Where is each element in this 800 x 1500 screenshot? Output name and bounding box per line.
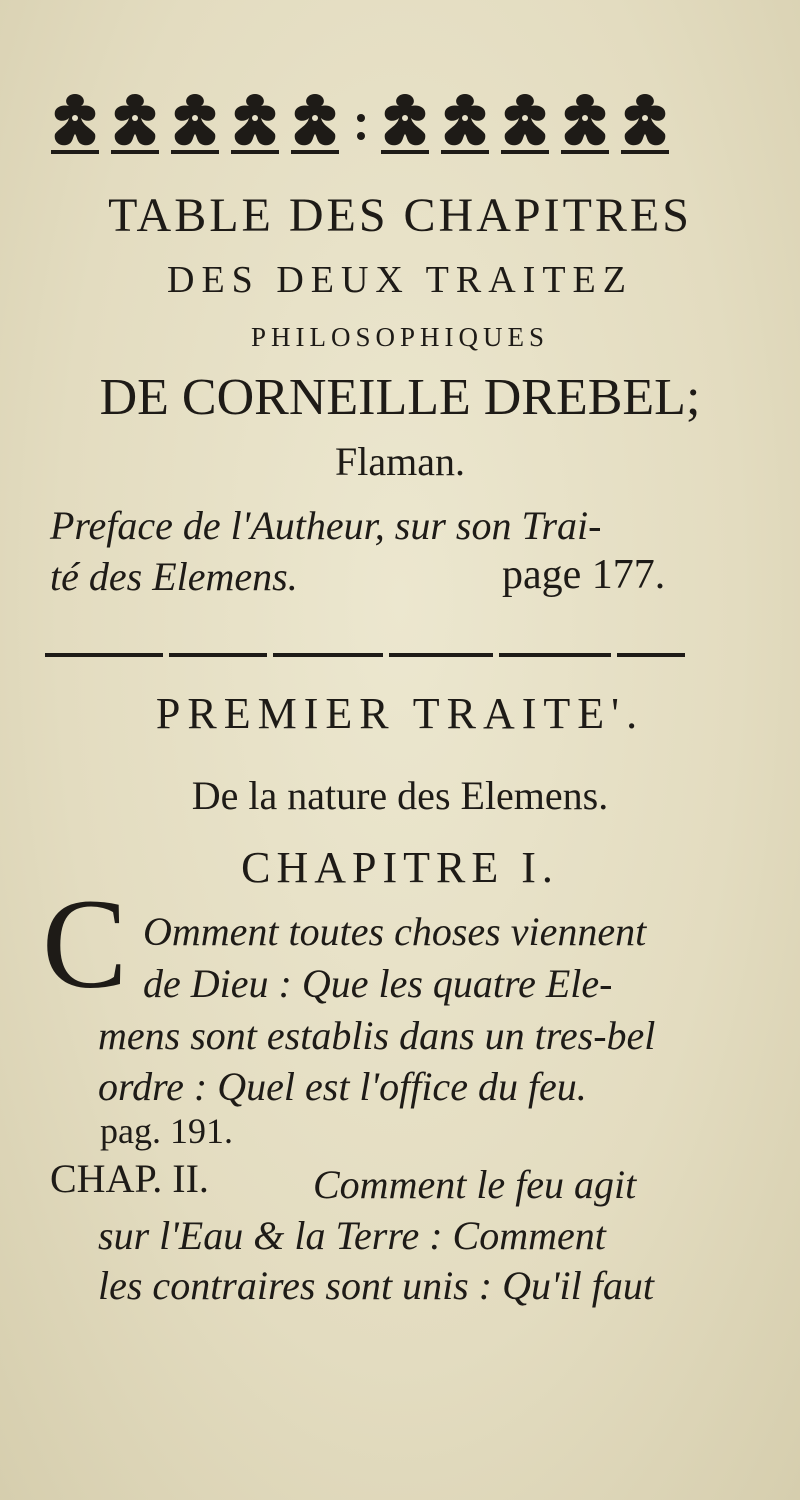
drop-cap: C: [42, 873, 128, 1015]
preface-page-number: page 177.: [502, 552, 666, 598]
preface-entry-line2: té des Elemens.: [50, 554, 298, 599]
chapter-heading: CHAPITRE I.: [241, 843, 559, 892]
page-title-line5: Flaman.: [335, 439, 465, 484]
chapter2-line3: les contraires sont unis : Qu'il faut: [98, 1263, 654, 1308]
chapter1-line1: Omment toutes choses viennent: [143, 909, 647, 954]
page-title-line2: DES DEUX TRAITEZ: [167, 259, 633, 301]
chapter1-line2: de Dieu : Que les quatre Ele-: [143, 961, 613, 1006]
chapter2-line1: Comment le feu agit: [313, 1162, 637, 1207]
page-title-line1: TABLE DES CHAPITRES: [108, 189, 692, 242]
chapter2-heading: CHAP. II.: [50, 1156, 209, 1201]
section-title: PREMIER TRAITE'.: [155, 689, 645, 738]
section-subtitle: De la nature des Elemens.: [191, 773, 609, 818]
section-divider: [45, 644, 685, 652]
chapter1-line4: ordre : Quel est l'office du feu.: [98, 1064, 587, 1109]
preface-entry-line1: Preface de l'Autheur, sur son Trai-: [50, 503, 602, 548]
chapter1-line3: mens sont establis dans un tres-bel: [98, 1013, 656, 1058]
chapter1-page-ref: pag. 191.: [100, 1111, 233, 1151]
page-title-line4: DE CORNEILLE DREBEL;: [99, 369, 701, 426]
chapter2-line2: sur l'Eau & la Terre : Comment: [98, 1213, 606, 1258]
page-title-line3: PHILOSOPHIQUES: [250, 322, 550, 352]
fleuron-ornament: [45, 88, 685, 160]
